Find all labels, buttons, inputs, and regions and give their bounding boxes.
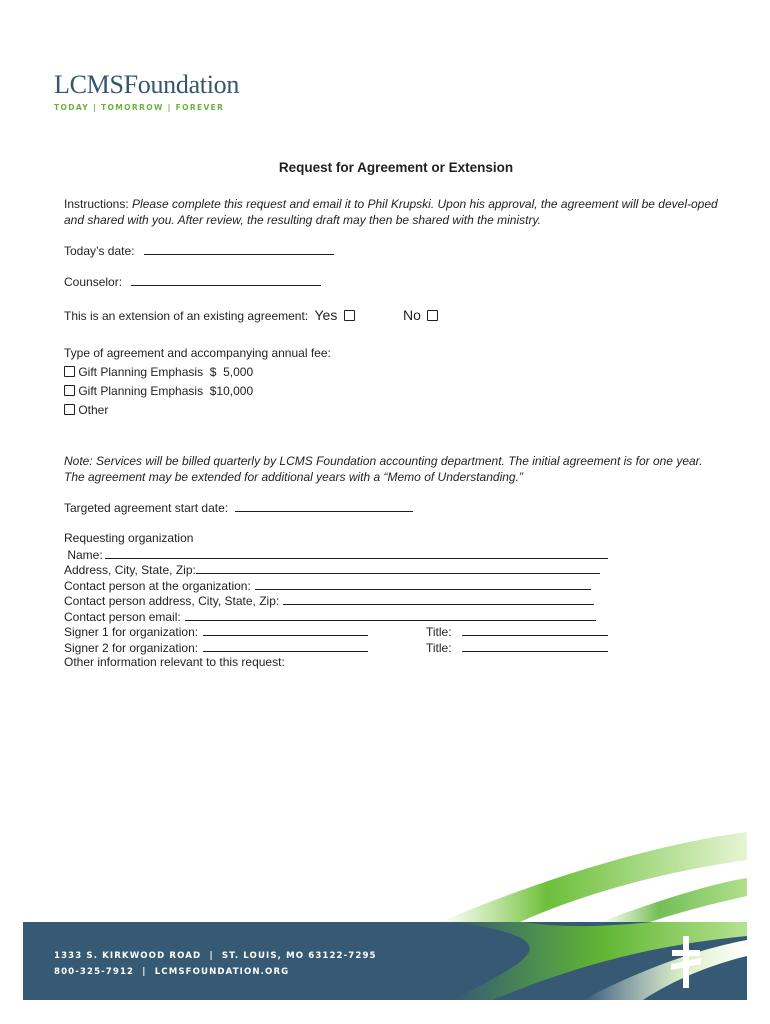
contact-person-row [64,578,624,594]
other-info-row [64,655,624,671]
fee-option-10000 [64,382,331,401]
fee-option-label: Gift Planning Emphasis $ 5,000 [78,365,254,379]
signer2-row [64,640,624,656]
fee-option-label: Other [78,403,109,417]
org-address-label: Address, City, State, Zip: [64,563,196,577]
counselor-field[interactable] [131,273,321,286]
fee-checkbox-10000[interactable] [64,385,75,396]
org-heading: Requesting organization [64,531,194,545]
fee-options [64,344,331,420]
fee-checkbox-other[interactable] [64,404,75,415]
fee-option-other [64,401,331,420]
requesting-organization [64,531,624,671]
contact-email-row [64,609,624,625]
signer2-title-label: Title: [426,640,452,655]
lcms-foundation-logo [54,72,239,112]
contact-address-label: Contact person address, City, State, Zip: [64,594,280,608]
contact-person-label: Contact person at the organization: [64,578,251,593]
footer-address-block [54,948,377,980]
org-address-field[interactable] [196,562,600,574]
signer1-title-group [426,624,608,641]
signer1-label: Signer 1 for organization: [64,625,199,639]
org-name-row [64,547,624,563]
todays-date-label: Today’s date: [64,244,135,258]
other-info-label: Other information relevant to this request: [64,655,285,669]
contact-email-label: Contact person email: [64,609,181,624]
yes-checkbox[interactable] [344,310,355,321]
instructions-text: Please complete this request and email it to Phil Krupski. Upon his approval, the agreement will be devel-oped and shared with you. After review, the resulting draft may then be shared with the ministry. [64,197,718,227]
todays-date-field[interactable] [144,242,334,255]
page-title: Request for Agreement or Extension [278,160,514,175]
logo-brand: LCMS [54,70,124,99]
signer1-field[interactable] [203,624,368,636]
footer-band [23,922,747,1000]
org-name-field[interactable] [105,547,608,559]
start-date-label: Targeted agreement start date: [64,501,229,515]
logo-brand-suffix: Foundation [123,70,240,99]
signer1-title-field[interactable] [462,624,608,636]
instructions-label: Instructions: [64,197,133,211]
fee-option-label: Gift Planning Emphasis $10,000 [78,384,254,398]
contact-email-field[interactable] [185,609,596,621]
extension-row [64,307,438,324]
fee-heading: Type of agreement and accompanying annual fee: [64,346,331,360]
counselor-label: Counselor: [64,275,123,289]
logo-tagline: TODAY | TOMORROW | FOREVER [54,103,225,112]
contact-person-field[interactable] [255,578,591,590]
fee-option-5000 [64,363,331,382]
cross-icon [669,934,703,990]
footer-address: 1333 S. KIRKWOOD ROAD | ST. LOUIS, MO 63122-7295 [54,951,377,961]
signer2-label: Signer 2 for organization: [64,640,199,655]
contact-address-field[interactable] [283,593,594,605]
footer-contact: 800-325-7912 | LCMSFOUNDATION.ORG [54,967,290,977]
counselor-row [64,273,321,290]
no-label: No [403,307,421,323]
org-name-label: Name: [64,547,103,562]
billing-note: Note: Services will be billed quarterly by LCMS Foundation accounting department. The initial agreement is for one year. The agreement may be extended for additional years with a “Memo of Understanding.” [64,454,703,484]
extension-label: This is an extension of an existing agreement: [64,309,309,323]
contact-address-row [64,593,624,609]
signer2-field[interactable] [203,640,368,652]
instructions [64,196,724,228]
org-address-row [64,562,624,578]
signer2-title-group [426,640,608,657]
todays-date-row [64,242,334,259]
yes-label: Yes [314,307,338,323]
signer1-title-label: Title: [426,625,452,639]
signer2-title-field[interactable] [462,640,608,652]
no-checkbox[interactable] [427,310,438,321]
signer1-row [64,624,624,640]
start-date-field[interactable] [235,499,413,512]
fee-checkbox-5000[interactable] [64,366,75,377]
logo-wordmark [54,72,239,98]
start-date-row [64,499,413,516]
